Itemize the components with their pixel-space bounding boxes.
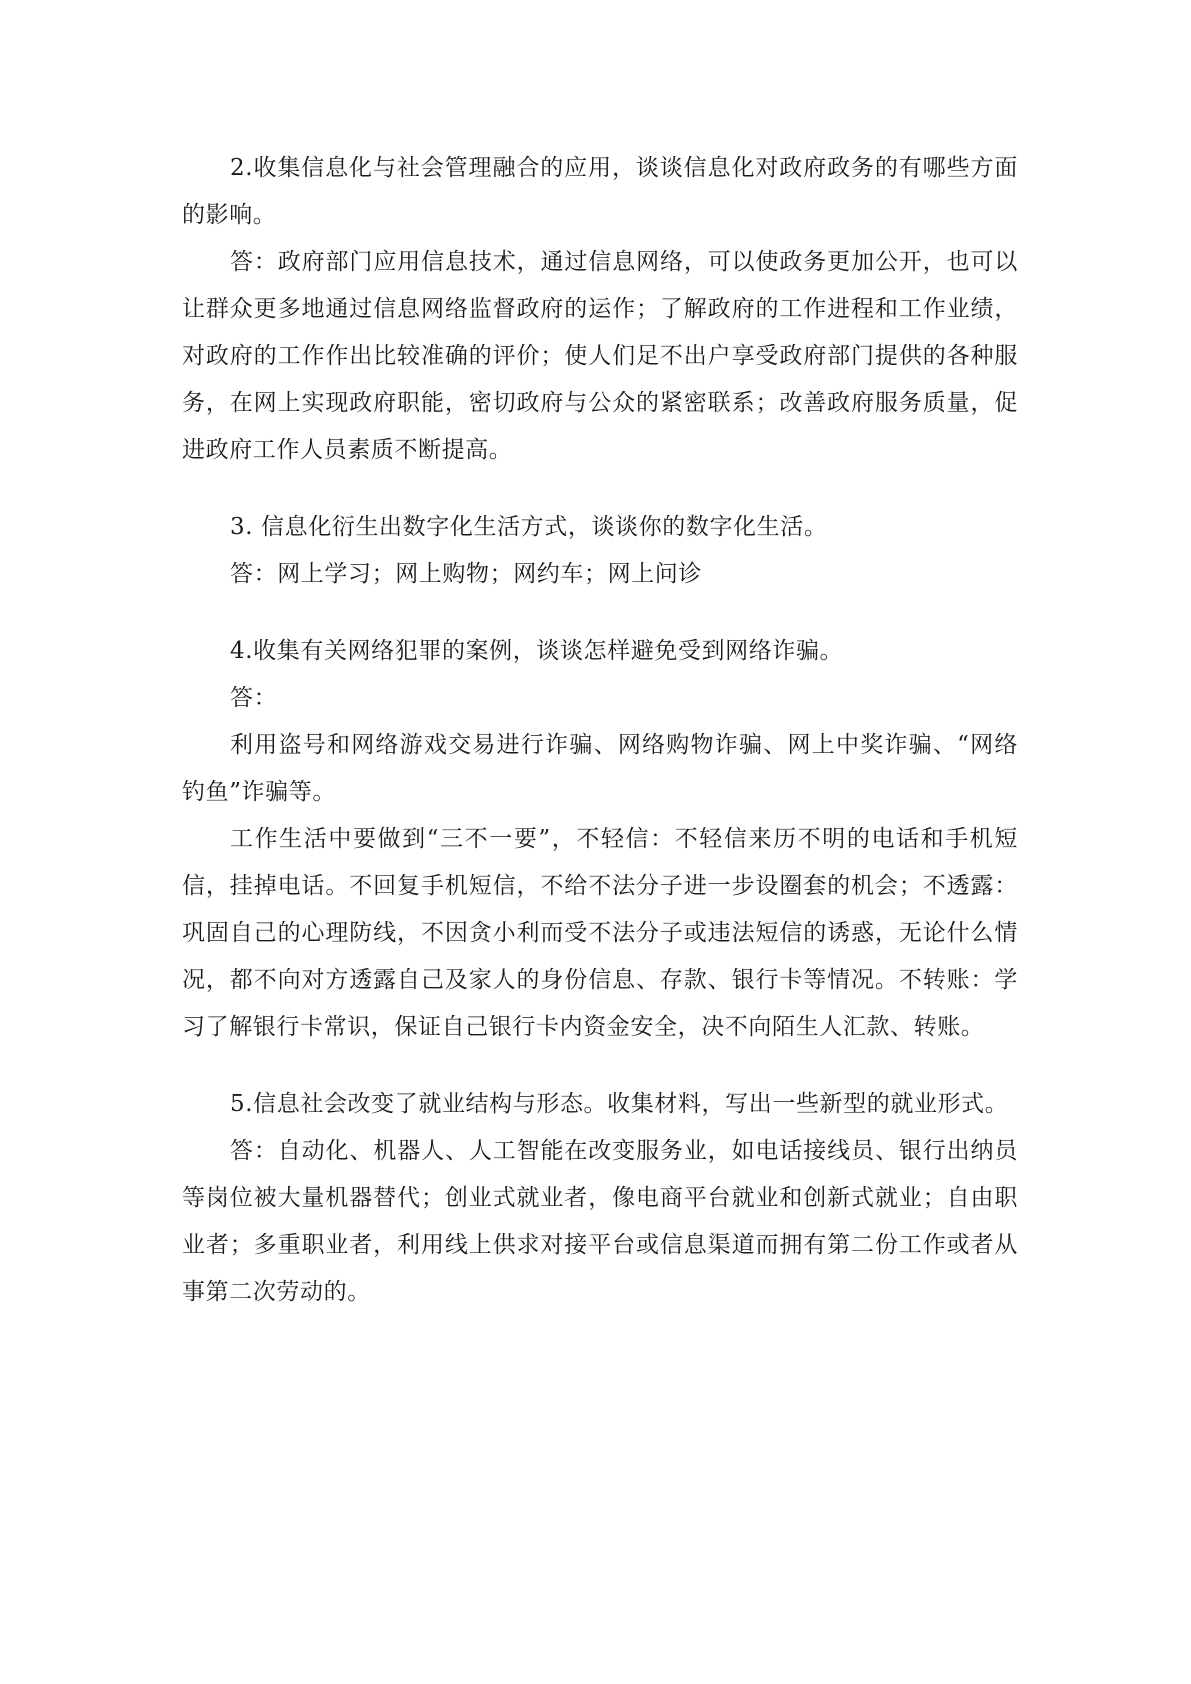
question-section-3 <box>182 504 1018 598</box>
answer-3: 答：网上学习；网上购物；网约车；网上问诊 <box>230 561 702 587</box>
question-5: 5.信息社会改变了就业结构与形态。收集材料，写出一些新型的就业形式。 <box>230 1091 1009 1117</box>
answer-4-cases: 利用盗号和网络游戏交易进行诈骗、网络购物诈骗、网上中奖诈骗、“网络钓鱼”诈骗等。 <box>182 732 1018 805</box>
question-4: 4.收集有关网络犯罪的案例，谈谈怎样避免受到网络诈骗。 <box>230 638 844 664</box>
question-2: 2.收集信息化与社会管理融合的应用，谈谈信息化对政府政务的有哪些方面的影响。 <box>182 155 1018 228</box>
answer-5: 答：自动化、机器人、人工智能在改变服务业，如电话接线员、银行出纳员等岗位被大量机器替代；创业式就业者，像电商平台就业和创新式就业；自由职业者；多重职业者，利用线上供求对接平台或信息渠道而拥有第二份工作或者从事第二次劳动的。 <box>182 1138 1018 1305</box>
answer-4-advice: 工作生活中要做到“三不一要”，不轻信：不轻信来历不明的电话和手机短信，挂掉电话。不回复手机短信，不给不法分子进一步设圈套的机会；不透露：巩固自己的心理防线，不因贪小利而受不法分子或违法短信的诱惑，无论什么情况，都不向对方透露自己及家人的身份信息、存款、银行卡等情况。不转账：学习了解银行卡常识，保证自己银行卡内资金安全，决不向陌生人汇款、转账。 <box>182 826 1018 1040</box>
document-page <box>182 145 1018 1316</box>
answer-2: 答：政府部门应用信息技术，通过信息网络，可以使政务更加公开，也可以让群众更多地通过信息网络监督政府的运作；了解政府的工作进程和工作业绩，对政府的工作作出比较准确的评价；使人们足不出户享受政府部门提供的各种服务，在网上实现政府职能，密切政府与公众的紧密联系；改善政府服务质量，促进政府工作人员素质不断提高。 <box>182 249 1018 463</box>
question-3: 3. 信息化衍生出数字化生活方式，谈谈你的数字化生活。 <box>230 514 828 540</box>
question-section-5 <box>182 1081 1018 1316</box>
question-section-4 <box>182 628 1018 1051</box>
question-section-2 <box>182 145 1018 474</box>
answer-4-label: 答： <box>230 685 278 711</box>
